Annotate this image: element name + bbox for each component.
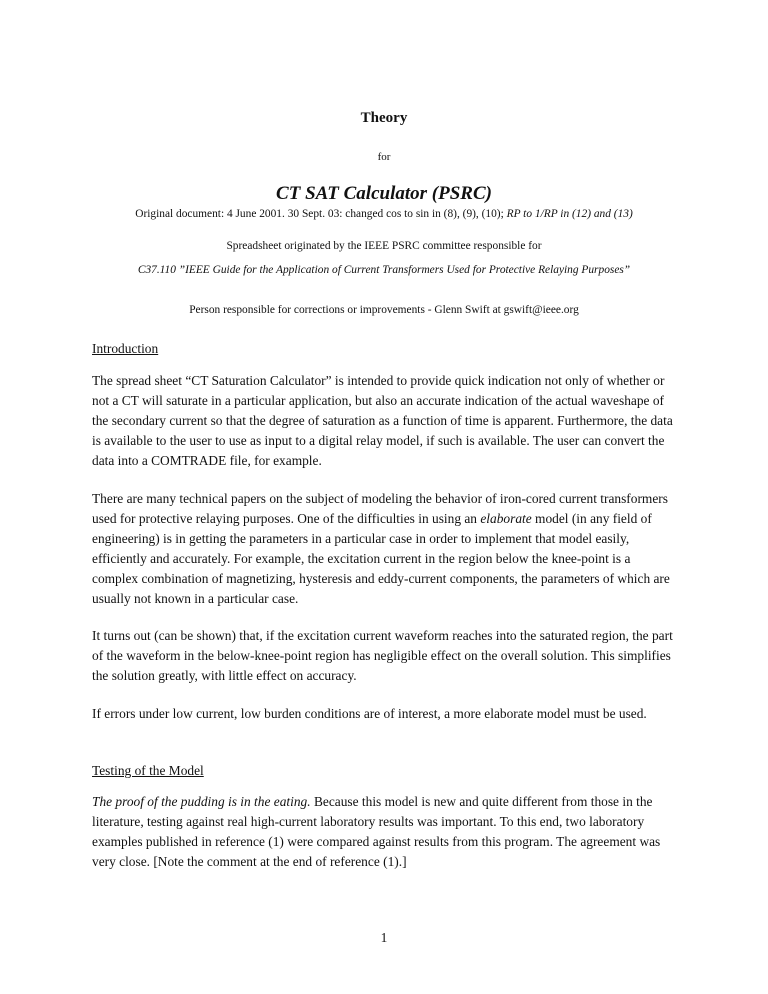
p2-text-a: There are many technical papers on the subject of modeling the behavior of iron-cored current transformers used for protective relaying purposes. One of the difficulties in using an bbox=[92, 491, 668, 526]
intro-paragraph-4: If errors under low current, low burden conditions are of interest, a more elaborate model must be used. bbox=[92, 706, 647, 721]
revision-note-italic: RP to 1/RP in (12) and (13) bbox=[503, 208, 633, 220]
intro-paragraph-2 bbox=[92, 489, 676, 609]
introduction-heading: Introduction bbox=[92, 341, 159, 356]
intro-paragraph-3: It turns out (can be shown) that, if the excitation current waveform reaches into the saturated region, the part of the waveform in the below-knee-point region has negligible effect on the overall solution. This simplifies the solution greatly, with little effect on accuracy. bbox=[92, 628, 673, 683]
testing-heading: Testing of the Model bbox=[92, 763, 204, 778]
testing-paragraph bbox=[92, 792, 676, 872]
p2-italic-word: elaborate bbox=[480, 511, 532, 526]
for-label: for bbox=[377, 151, 391, 163]
calculator-title: CT SAT Calculator (PSRC) bbox=[276, 183, 492, 204]
revision-note: Original document: 4 June 2001. 30 Sept. 03: changed cos to sin in (8), (9), (10); bbox=[135, 208, 504, 220]
doc-title: Theory bbox=[360, 110, 408, 126]
page-number: 1 bbox=[380, 930, 388, 945]
guide-title: C37.110 ”IEEE Guide for the Application of Current Transformers Used for Protective Relaying Purposes” bbox=[137, 264, 631, 276]
responsible-person: Person responsible for corrections or improvements - Glenn Swift at gswift@ieee.org bbox=[189, 304, 579, 316]
spreadsheet-origin: Spreadsheet originated by the IEEE PSRC committee responsible for bbox=[226, 240, 542, 252]
p2-text-b: model (in any field of engineering) is in getting the parameters in a particular case in order to implement that model easily, efficiently and accurately. For example, the excitation current in the region below the knee-point is a complex combination of magnetizing, hysteresis and eddy-current components, the parameters of which are usually not known in a particular case. bbox=[92, 511, 670, 606]
proverb-italic: The proof of the pudding is in the eating. bbox=[92, 794, 311, 809]
intro-paragraph-1: The spread sheet “CT Saturation Calculator” is intended to provide quick indication not only of whether or not a CT will saturate in a particular application, but also an accurate indication of the actual waveshape of the secondary current so that the degree of saturation as a function of time is apparent. Furthermore, the data is available to the user to use as input to a digital relay model, if such is available. The user can convert the data into a COMTRADE file, for example. bbox=[92, 373, 673, 468]
original-document-note bbox=[60, 208, 708, 220]
testing-text: Because this model is new and quite different from those in the literature, testing against real high-current laboratory results was important. To this end, two laboratory examples published in reference (1) were compared against results from this program. The agreement was very close. [Note the comment at the end of reference (1).] bbox=[92, 794, 661, 869]
